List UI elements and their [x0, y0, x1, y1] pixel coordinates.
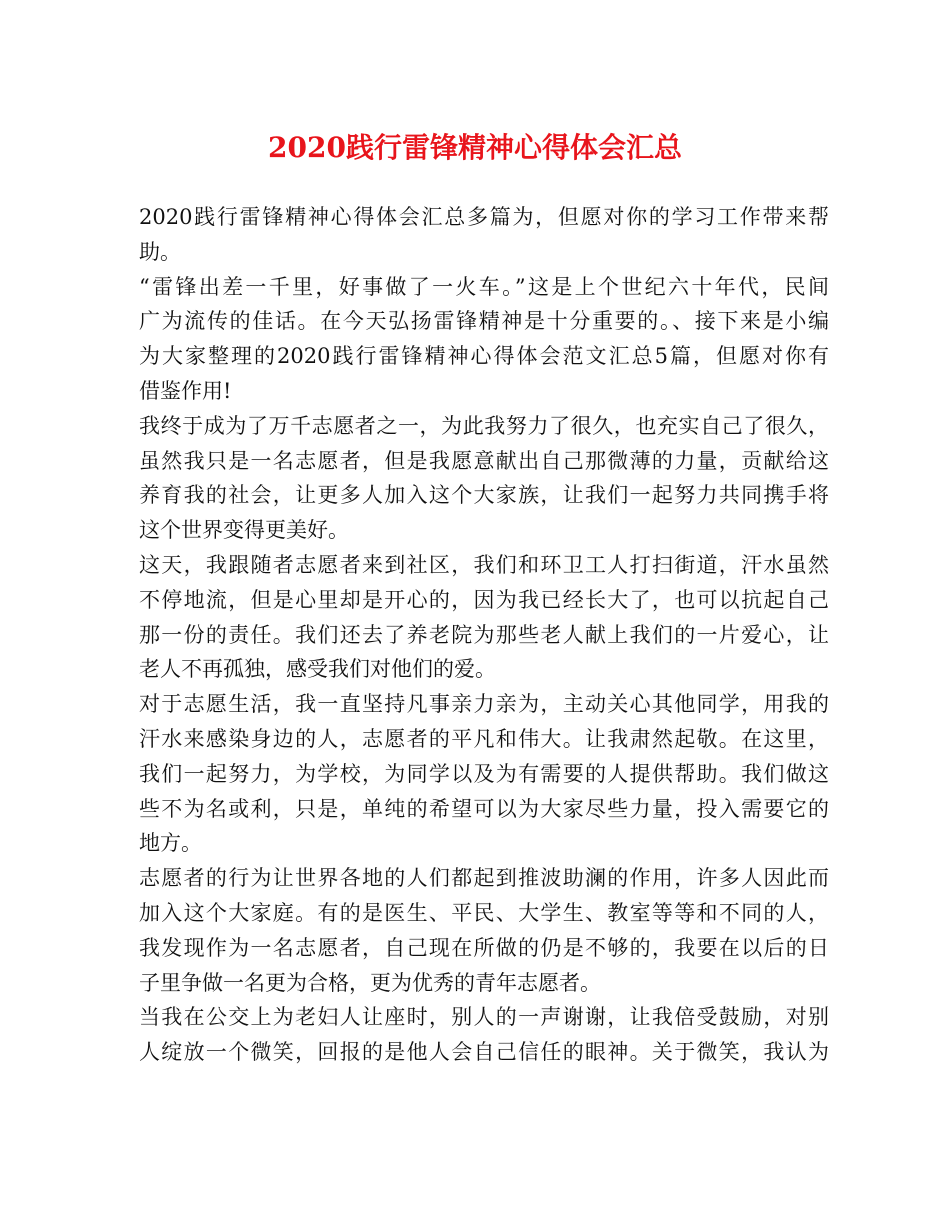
text-line: 助。 — [139, 239, 181, 264]
text-line: 老人不再孤独，感受我们对他们的爱。 — [139, 657, 496, 682]
text-line: 借鉴作用! — [139, 378, 232, 403]
text-line: 加入这个大家庭。有的是医生、平民、大学生、教室等等和不同的人， — [139, 900, 829, 925]
text-line: 这天，我跟随者志愿者来到社区，我们和环卫工人打扫街道，汗水虽然 — [139, 552, 829, 577]
text-line: 地方。 — [139, 831, 202, 856]
text-line: 我们一起努力，为学校，为同学以及为有需要的人提供帮助。我们做这 — [139, 761, 829, 786]
text-line: 我终于成为了万千志愿者之一，为此我努力了很久，也充实自己了很久， — [139, 413, 829, 438]
text-line: 2020践行雷锋精神心得体会汇总多篇为，但愿对你的学习工作带来帮 — [139, 205, 829, 229]
text-line: 为大家整理的2020践行雷锋精神心得体会范文汇总5篇，但愿对你有 — [139, 344, 829, 369]
text-line: 对于志愿生活，我一直坚持凡事亲力亲为，主动关心其他同学，用我的 — [139, 692, 829, 717]
document-body — [139, 200, 829, 1070]
text-line: 志愿者的行为让世界各地的人们都起到推波助澜的作用，许多人因此而 — [139, 866, 829, 891]
text-line: 广为流传的佳话。在今天弘扬雷锋精神是十分重要的。、接下来是小编 — [139, 309, 829, 334]
text-line: 人绽放一个微笑，回报的是他人会自己信任的眼神。关于微笑，我认为 — [139, 1040, 829, 1065]
text-line: 子里争做一名更为合格，更为优秀的青年志愿者。 — [139, 970, 601, 995]
text-line: 当我在公交上为老妇人让座时，别人的一声谢谢，让我倍受鼓励，对别 — [139, 1005, 829, 1030]
text-line: 汗水来感染身边的人，志愿者的平凡和伟大。让我肃然起敬。在这里， — [139, 726, 829, 751]
document-title: 2020践行雷锋精神心得体会汇总 — [268, 131, 682, 164]
text-line: “雷锋出差一千里，好事做了一火车。”这是上个世纪六十年代，民间 — [139, 274, 829, 299]
text-line: 我发现作为一名志愿者，自己现在所做的仍是不够的，我要在以后的日 — [139, 935, 829, 960]
text-line: 些不为名或利，只是，单纯的希望可以为大家尽些力量，投入需要它的 — [139, 796, 829, 821]
text-line: 虽然我只是一名志愿者，但是我愿意献出自己那微薄的力量，贡献给这 — [139, 448, 829, 473]
text-line: 养育我的社会，让更多人加入这个大家族，让我们一起努力共同携手将 — [139, 483, 829, 508]
text-line: 这个世界变得更美好。 — [139, 518, 349, 543]
text-line: 不停地流，但是心里却是开心的，因为我已经长大了，也可以抗起自己 — [139, 587, 829, 612]
text-line: 那一份的责任。我们还去了养老院为那些老人献上我们的一片爱心，让 — [139, 622, 829, 647]
